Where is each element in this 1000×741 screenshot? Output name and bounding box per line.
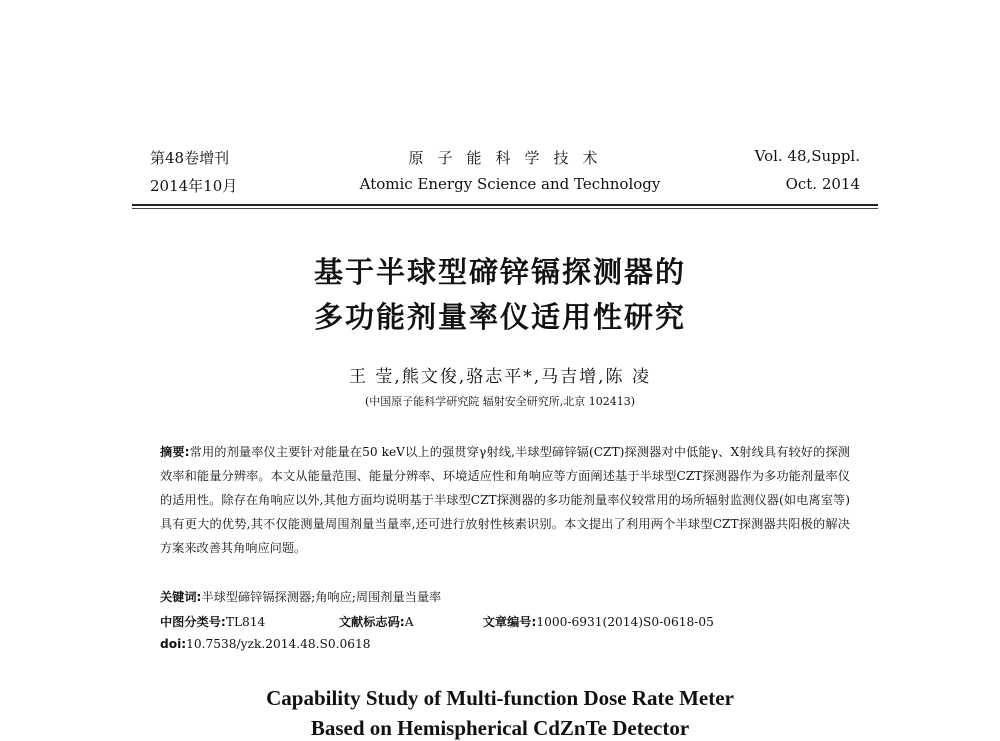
document-code: 文献标志码:A bbox=[338, 615, 414, 629]
volume-en: Vol. 48,Suppl. bbox=[754, 147, 860, 165]
affiliation: (中国原子能科学研究院 辐射安全研究所,北京 102413) bbox=[364, 395, 636, 408]
keywords-text: 半球型碲锌镉探测器;角响应;周围剂量当量率 bbox=[201, 590, 442, 604]
paper-title-line1: 基于半球型碲锌镉探测器的 bbox=[313, 255, 686, 289]
doi-label: doi: bbox=[160, 637, 187, 651]
keywords bbox=[160, 588, 441, 605]
english-title-line1: Capability Study of Multi-function Dose Rate Meter bbox=[266, 686, 734, 710]
abstract-label: 摘要: bbox=[160, 445, 190, 459]
journal-name-cn: 原子能科学技术 bbox=[408, 149, 612, 167]
keywords-label: 关键词: bbox=[160, 590, 202, 604]
clc-number: 中图分类号:TL814 bbox=[160, 615, 266, 629]
header-rule-thick bbox=[132, 204, 878, 206]
abstract-text: 常用的剂量率仪主要针对能量在50 keV以上的强贯穿γ射线,半球型碲锌镉(CZT)探测器对中低能γ、X射线具有较好的探测效率和能量分辨率。本文从能量范围、能量分辨率、环境适应性和角响应等方面阐述基于半球型CZT探测器作为多功能剂量率仪的适用性。除存在角响应以外,其他方面均说明基于半球型CZT探测器的多功能剂量率仪较常用的场所辐射监测仪器(如电离室等)具有更大的优势,其不仅能测量周围剂量当量率,还可进行放射性核素识别。本文提出了利用两个半球型CZT探测器共阳极的解决方案来改善其角响应问题。 bbox=[160, 445, 850, 555]
volume-cn: 第48卷增刊 bbox=[150, 149, 230, 167]
classification-row bbox=[160, 613, 850, 630]
journal-name-en: Atomic Energy Science and Technology bbox=[359, 175, 661, 193]
date-cn: 2014年10月 bbox=[150, 177, 238, 195]
abstract bbox=[160, 440, 850, 560]
paper-title-line2: 多功能剂量率仪适用性研究 bbox=[313, 300, 686, 334]
doi-link[interactable]: 10.7538/yzk.2014.48.S0.0618 bbox=[186, 637, 371, 651]
date-en: Oct. 2014 bbox=[785, 175, 860, 193]
english-title-line2: Based on Hemispherical CdZnTe Detector bbox=[310, 716, 690, 740]
header-rule-thin bbox=[132, 208, 878, 209]
author-list: 王 莹,熊文俊,骆志平*,马吉增,陈 凌 bbox=[349, 367, 651, 387]
article-number: 文章编号:1000-6931(2014)S0-0618-05 bbox=[482, 615, 714, 629]
doi bbox=[160, 637, 371, 651]
